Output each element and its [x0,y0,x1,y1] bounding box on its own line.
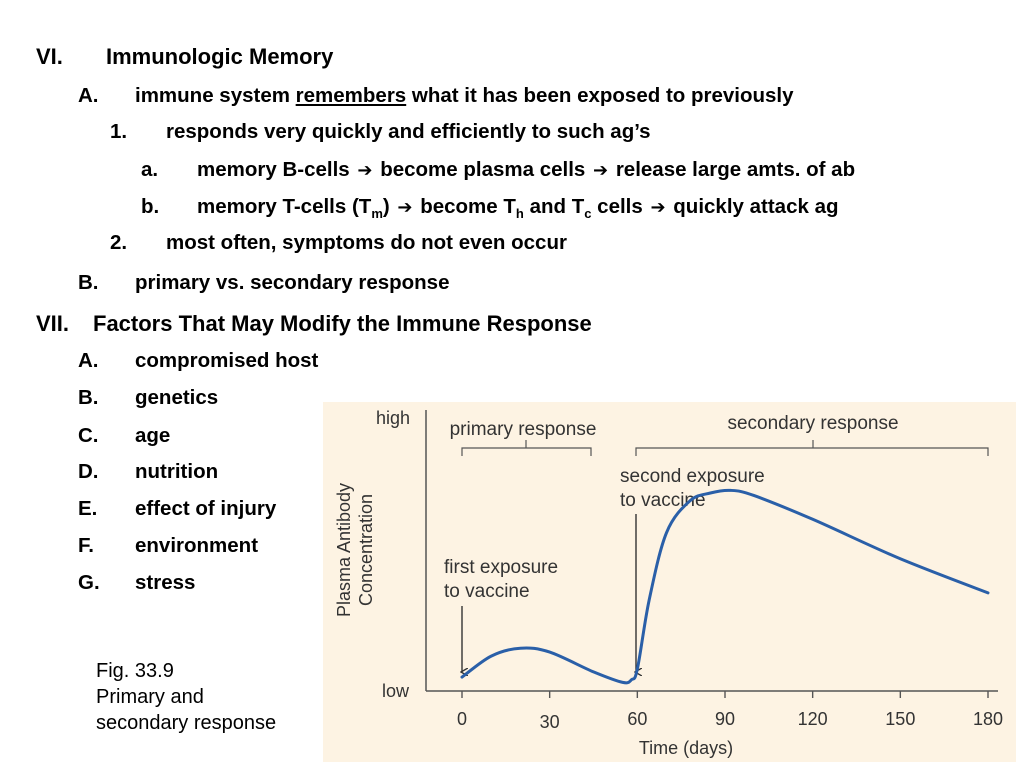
item-text: release large amts. of ab [615,158,856,181]
arrow-icon: ➔ [650,197,666,218]
item-text: primary vs. secondary response [135,271,450,294]
secondary-response-label: secondary response [727,413,899,434]
heading-vii [36,313,592,335]
caption-line: secondary response [96,712,277,734]
first-exposure-label: to vaccine [444,581,530,602]
y-axis-label: Concentration [356,493,376,607]
item-text: most often, symptoms do not even occur [166,231,567,254]
item-text: what it has been exposed to previously [411,84,794,107]
item-text: responds very quickly and efficiently to such ag’s [166,120,651,143]
outline-number: B. [78,271,99,294]
outline-item-vi-a [78,86,794,107]
factor-item [78,536,258,557]
factor-item [78,426,170,447]
x-tick-label: 90 [714,709,736,729]
primary-response-bracket [462,440,591,456]
outline-number: A. [78,84,99,107]
x-ticks [457,691,1003,732]
caption-line: Primary and [96,686,204,708]
item-text: stress [135,571,196,594]
outline-number: VII. [36,311,70,336]
x-tick-label: 0 [456,709,468,729]
second-exposure-label: second exposure [620,466,765,487]
secondary-response-bracket [636,440,988,456]
caption-line: Fig. 33.9 [96,660,174,682]
outline-item-vi-a-1 [110,122,651,143]
x-axis-label: Time (days) [638,738,734,758]
x-tick-label: 120 [797,709,828,729]
item-text: genetics [135,386,219,409]
item-text: environment [135,534,259,557]
outline-number: E. [78,497,98,520]
item-text: ) [382,195,390,218]
item-text: effect of injury [135,497,277,520]
item-text: compromised host [135,349,319,372]
item-text: nutrition [135,460,219,483]
primary-response-label: primary response [449,419,597,440]
figure-caption [96,658,276,736]
arrow-icon: ➔ [397,197,413,218]
outline-number: 1. [110,120,128,143]
outline-number: B. [78,386,99,409]
item-text: immune system [135,84,290,107]
factor-item [78,573,195,594]
subscript: c [584,206,592,222]
underlined-word: remembers [295,84,407,107]
outline-number: C. [78,424,99,447]
antibody-curve [462,490,988,683]
item-text: cells [597,195,643,218]
factor-item [78,351,318,372]
subscript: m [371,206,383,222]
item-text: quickly attack ag [673,195,839,218]
arrow-icon: ➔ [593,160,609,181]
outline-number: D. [78,460,99,483]
item-text: and T [529,195,585,218]
x-tick-label: 60 [627,709,648,729]
item-text: become T [420,195,516,218]
x-tick-label: 150 [885,709,916,729]
item-text: memory B-cells [197,158,350,181]
x-tick-label: 180 [972,709,1004,729]
item-text: become plasma cells [380,158,586,181]
heading-vi [36,46,333,68]
item-text: age [135,424,171,447]
item-text: memory T-cells (T [197,195,372,218]
y-tick-low: low [382,681,410,701]
outline-number: VI. [36,44,63,69]
outline-number: b. [141,195,160,218]
y-axis-label: Plasma Antibody [334,482,354,618]
subscript: h [515,206,524,222]
chart-svg [323,402,1016,762]
outline-item-vi-a-1-b [141,197,839,220]
heading-text: Immunologic Memory [106,44,334,69]
outline-item-vi-a-1-a [141,160,855,181]
y-tick-high: high [376,408,411,428]
outline-number: a. [141,158,159,181]
outline-item-vi-a-2 [110,233,567,254]
outline-number: F. [78,534,94,557]
factor-item [78,462,218,483]
outline-number: G. [78,571,100,594]
outline-item-vi-b [78,273,450,294]
x-tick-label: 30 [539,712,560,732]
antibody-response-chart [323,402,1016,762]
factor-item [78,388,218,409]
heading-text: Factors That May Modify the Immune Response [93,311,592,336]
outline-number: A. [78,349,99,372]
outline-number: 2. [110,231,128,254]
arrow-icon: ➔ [357,160,373,181]
first-exposure-label: first exposure [444,557,559,578]
factor-item [78,499,276,520]
second-exposure-label: to vaccine [620,490,706,511]
